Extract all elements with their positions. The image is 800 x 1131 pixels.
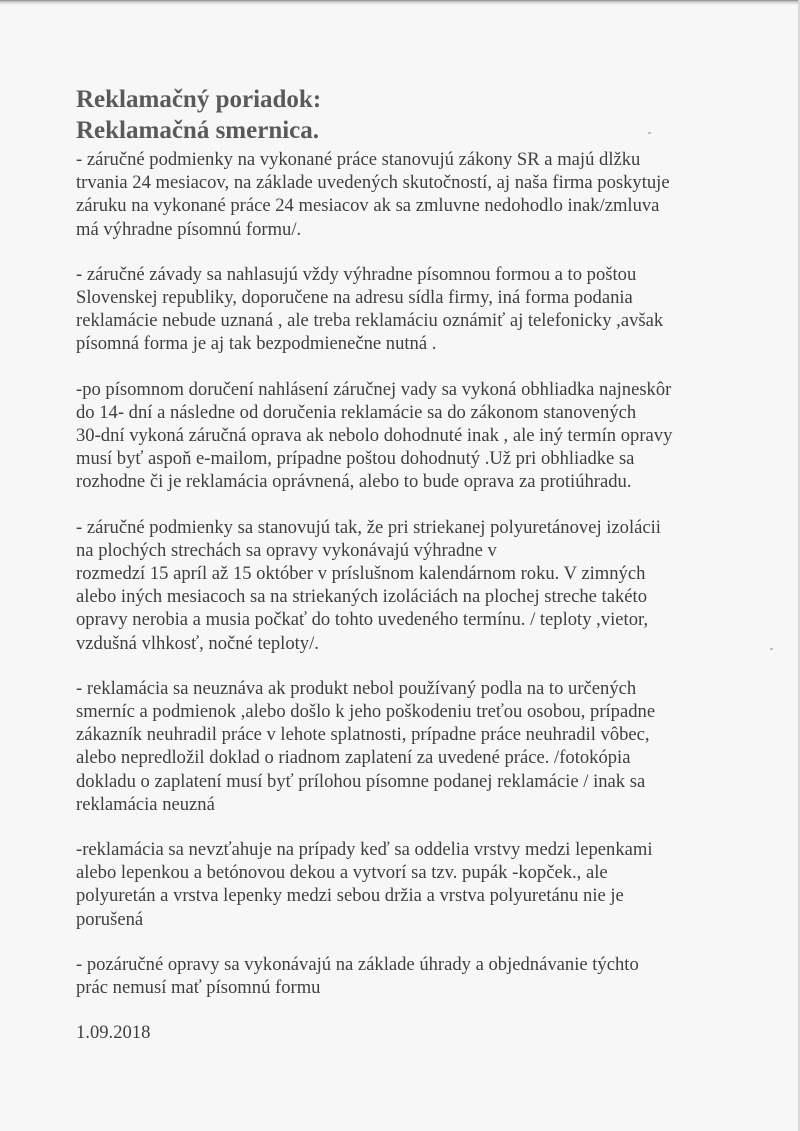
paragraph-line: Slovenskej republiky, doporučene na adresu sídla firmy, iná forma podania (76, 287, 633, 309)
paragraph (76, 516, 726, 655)
paragraph-line: vzdušná vlhkosť, nočné teploty/. (76, 632, 319, 654)
paragraph-line: opravy nerobia a musia počkať do tohto uvedeného termínu. / teploty ,vietor, (76, 609, 649, 631)
document-date: 1.09.2018 (76, 1022, 151, 1044)
paragraph-line: alebo lepenkou a betónovou dekou a vytvorí sa tzv. pupák -kopček., ale (76, 862, 608, 884)
paragraph-line: porušená (76, 908, 144, 930)
document-title: Reklamačný poriadok: (76, 86, 322, 113)
paragraph-line: alebo nepredložil doklad o riadnom zaplatení za uvedené práce. /fotokópia (76, 747, 631, 769)
paragraph-line: -po písomnom doručení nahlásení záručnej vady sa vykoná obhliadka najneskôr (76, 378, 672, 400)
paragraph-line: - záručné podmienky na vykonané práce stanovujú zákony SR a majú dlžku (76, 149, 641, 170)
paragraph-line: na plochých strechách sa opravy vykonávajú výhradne v (76, 539, 497, 561)
paragraph (76, 148, 726, 241)
paragraph-line: - záručné závady sa nahlasujú vždy výhradne písomnou formou a to poštou (76, 263, 637, 285)
paragraph-line: - pozáručné opravy sa vykonávajú na základe úhrady a objednávanie týchto (76, 953, 639, 975)
paragraph (76, 953, 726, 999)
paragraph-line: rozhodne či je reklamácia oprávnená, alebo to bude oprava za protiúhradu. (76, 471, 632, 493)
paragraph-line: rozmedzí 15 apríl až 15 október v príslušnom kalendárnom roku. V zimných (76, 563, 646, 585)
paragraph-line: alebo iných mesiacoch sa na striekaných izoláciách na plochej streche takéto (76, 586, 647, 608)
paragraph-line: písomná forma je aj tak bezpodmienečne nutná . (76, 333, 437, 355)
paragraph (76, 378, 726, 494)
paragraph-line: - záručné podmienky sa stanovujú tak, že pri striekanej polyuretánovej izolácii (76, 516, 661, 538)
paragraph-line: -reklamácia sa nevzťahuje na prípady keď sa oddelia vrstvy medzi lepenkami (76, 839, 653, 861)
paragraph-list (76, 148, 726, 999)
paragraph-line: dokladu o zaplatení musí byť prílohou písomne podanej reklamácie / inak sa (76, 770, 646, 792)
paragraph-line: musí byť aspoň e-mailom, prípadne poštou dohodnutý .Už pri obhliadke sa (76, 448, 635, 470)
paragraph (76, 263, 726, 356)
document-subtitle: Reklamačná smernica. (76, 117, 320, 144)
paragraph (76, 838, 726, 931)
paragraph-line: záruku na vykonané práce 24 mesiacov ak sa zmluvne nedohodlo inak/zmluva (76, 195, 660, 217)
paragraph-line: má výhradne písomnú formu/. (76, 218, 302, 240)
paragraph-line: prác nemusí mať písomnú formu (76, 977, 321, 999)
paragraph-line: do 14- dní a následne od doručenia reklamácie sa do zákonom stanovených (76, 401, 637, 423)
paragraph (76, 677, 726, 816)
paragraph-line: trvania 24 mesiacov, na základe uvedených skutočností, aj naša firma poskytuje (76, 172, 670, 194)
scan-speck (770, 648, 773, 650)
scan-top-edge (0, 0, 800, 5)
paragraph-line: 30-dní vykoná záručná oprava ak nebolo dohodnuté inak , ale iný termín opravy (76, 425, 673, 447)
paragraph-line: zákazník neuhradil práce v lehote splatnosti, prípadne práce neuhradil vôbec, (76, 724, 650, 746)
paragraph-line: reklamácie nebude uznaná , ale treba reklamáciu oznámiť aj telefonicky ,avšak (76, 310, 664, 332)
paragraph-line: - reklamácia sa neuznáva ak produkt nebol používaný podla na to určených (76, 677, 637, 699)
paragraph-line: reklamácia neuzná (76, 793, 215, 815)
document-body (76, 84, 726, 1044)
paragraph-line: smerníc a podmienok ,alebo došlo k jeho poškodeniu treťou osobou, prípadne (76, 701, 656, 723)
paragraph-line: polyuretán a vrstva lepenky medzi sebou držia a vrstva polyuretánu nie je (76, 885, 624, 907)
